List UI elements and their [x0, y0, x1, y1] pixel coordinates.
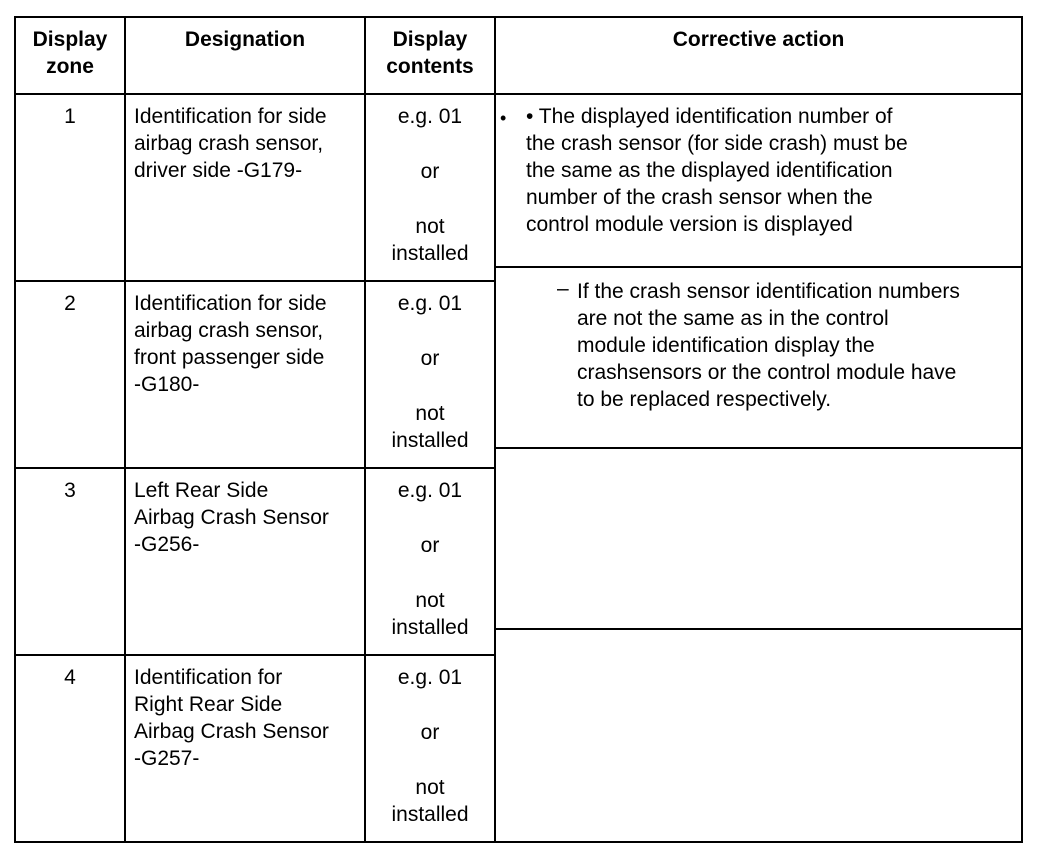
- display-contents-cell: [365, 468, 495, 655]
- header-display-zone: [15, 17, 125, 94]
- action-dash-item: [555, 278, 1037, 413]
- action-row-divider: [494, 628, 1021, 630]
- contents-or: or: [420, 721, 440, 744]
- table-row: [15, 94, 1022, 281]
- designation-cell: [125, 94, 365, 281]
- display-zone-cell: 4: [15, 655, 125, 842]
- header-zone-line-2: zone: [46, 55, 94, 78]
- header-row: [15, 17, 1022, 94]
- contents-example: e.g. 01: [397, 292, 463, 315]
- designation-line: -G180-: [134, 373, 200, 396]
- contents-installed: installed: [391, 803, 469, 826]
- action-bullet-item: [500, 103, 1013, 238]
- contents-or: or: [420, 534, 440, 557]
- corrective-action-cell: [495, 94, 1022, 842]
- display-zone-cell: 2: [15, 281, 125, 468]
- action-line: are not the same as in the control: [577, 307, 889, 330]
- designation-line: Identification for side: [134, 292, 327, 315]
- designation-cell: [125, 655, 365, 842]
- contents-or: or: [420, 160, 440, 183]
- action-line: If the crash sensor identification numbers: [577, 280, 960, 303]
- action-line: control module version is displayed: [526, 213, 853, 236]
- display-zone-cell: 1: [15, 94, 125, 281]
- action-line: crashsensors or the control module have: [577, 361, 957, 384]
- contents-not: not: [415, 776, 445, 799]
- display-contents-cell: [365, 94, 495, 281]
- designation-line: airbag crash sensor,: [134, 319, 324, 342]
- header-designation: [125, 17, 365, 94]
- action-line: the crash sensor (for side crash) must be: [526, 132, 908, 155]
- designation-line: airbag crash sensor,: [134, 132, 324, 155]
- header-designation-text: Designation: [184, 28, 306, 51]
- contents-not: not: [415, 402, 445, 425]
- contents-example: e.g. 01: [397, 105, 463, 128]
- header-contents-line-1: Display: [392, 28, 468, 51]
- header-contents-line-2: contents: [386, 55, 474, 78]
- action-line: to be replaced respectively.: [577, 388, 832, 411]
- action-row-divider: [494, 266, 1021, 268]
- action-line: the same as the displayed identification: [526, 159, 893, 182]
- action-line: number of the crash sensor when the: [526, 186, 873, 209]
- bullet-icon: •: [500, 108, 507, 128]
- designation-line: Identification for side: [134, 105, 327, 128]
- designation-cell: [125, 468, 365, 655]
- contents-installed: installed: [391, 616, 469, 639]
- designation-line: driver side -G179-: [134, 159, 303, 182]
- dash-icon: –: [557, 277, 569, 300]
- contents-not: not: [415, 215, 445, 238]
- header-corrective-action: [495, 17, 1022, 94]
- designation-cell: [125, 281, 365, 468]
- designation-line: -G257-: [134, 747, 200, 770]
- designation-line: Airbag Crash Sensor: [134, 720, 329, 743]
- designation-line: -G256-: [134, 533, 200, 556]
- contents-or: or: [420, 347, 440, 370]
- corrective-action-table: [14, 16, 1023, 843]
- contents-installed: installed: [391, 429, 469, 452]
- action-line: module identification display the: [577, 334, 875, 357]
- contents-example: e.g. 01: [397, 479, 463, 502]
- designation-line: Identification for: [134, 666, 283, 689]
- action-line: • The displayed identification number of: [526, 105, 893, 128]
- contents-installed: installed: [391, 242, 469, 265]
- display-contents-cell: [365, 281, 495, 468]
- designation-line: front passenger side: [134, 346, 325, 369]
- contents-not: not: [415, 589, 445, 612]
- header-zone-line-1: Display: [32, 28, 108, 51]
- display-zone-cell: 3: [15, 468, 125, 655]
- header-display-contents: [365, 17, 495, 94]
- display-contents-cell: [365, 655, 495, 842]
- action-row-divider: [494, 447, 1021, 449]
- designation-line: Left Rear Side: [134, 479, 269, 502]
- header-action-text: Corrective action: [672, 28, 845, 51]
- designation-line: Right Rear Side: [134, 693, 283, 716]
- designation-line: Airbag Crash Sensor: [134, 506, 329, 529]
- contents-example: e.g. 01: [397, 666, 463, 689]
